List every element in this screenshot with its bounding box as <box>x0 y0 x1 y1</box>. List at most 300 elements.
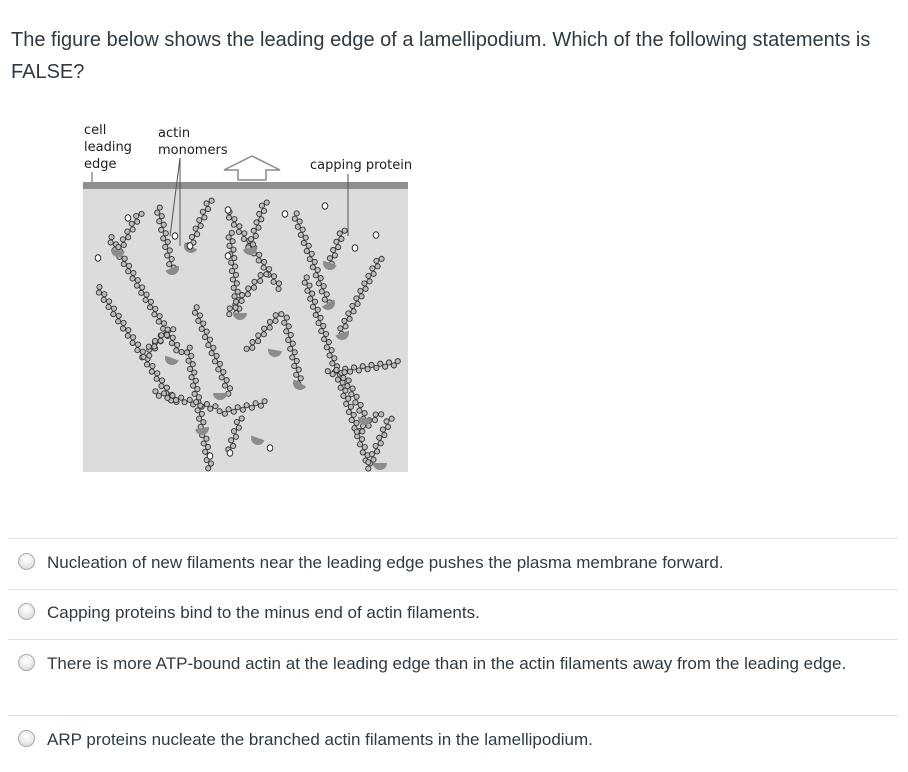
actin-subunit <box>121 242 126 247</box>
actin-subunit <box>290 341 295 346</box>
actin-subunit <box>147 353 152 358</box>
actin-subunit <box>330 361 335 366</box>
actin-subunit <box>194 305 199 310</box>
label-cell-leading-edge-line3: edge <box>84 157 117 172</box>
actin-subunit <box>140 349 145 354</box>
actin-subunit <box>144 362 149 367</box>
radio-button[interactable] <box>18 553 35 570</box>
actin-subunit <box>362 445 367 450</box>
actin-subunit <box>375 264 380 269</box>
answer-option[interactable] <box>8 715 898 771</box>
actin-subunit <box>153 389 158 394</box>
actin-subunit <box>246 286 251 291</box>
actin-subunit <box>338 385 343 390</box>
actin-subunit <box>170 393 175 398</box>
actin-subunit <box>288 332 293 337</box>
actin-subunit <box>192 310 197 315</box>
actin-subunit <box>357 408 362 413</box>
actin-subunit <box>366 460 371 465</box>
actin-subunit <box>313 312 318 317</box>
actin-subunit <box>306 243 311 248</box>
actin-subunit <box>156 393 161 398</box>
actin-subunit <box>346 311 351 316</box>
actin-subunit <box>261 326 266 331</box>
actin-subunit <box>318 276 323 281</box>
actin-subunit <box>258 278 263 283</box>
actin-subunit <box>147 305 152 310</box>
actin-subunit <box>229 438 234 443</box>
answer-option[interactable] <box>8 639 898 715</box>
actin-subunit <box>212 359 217 364</box>
actin-subunit <box>159 383 164 388</box>
actin-subunit <box>346 378 351 383</box>
actin-subunit <box>256 225 261 230</box>
actin-subunit <box>167 248 172 253</box>
actin-subunit <box>367 279 372 284</box>
actin-subunit <box>257 211 262 216</box>
actin-subunit <box>342 228 347 233</box>
actin-subunit <box>326 339 331 344</box>
actin-subunit <box>205 444 210 449</box>
actin-subunit <box>310 291 315 296</box>
actin-subunit <box>199 411 204 416</box>
actin-subunit <box>345 383 350 388</box>
actin-subunit <box>373 443 378 448</box>
actin-subunit <box>254 220 259 225</box>
actin-subunit <box>152 344 157 349</box>
label-cell-leading-edge-line2: leading <box>84 140 132 155</box>
actin-subunit <box>130 276 135 281</box>
actin-subunit <box>292 216 297 221</box>
actin-subunit <box>190 362 195 367</box>
actin-subunit <box>334 239 339 244</box>
radio-button[interactable] <box>18 654 35 671</box>
actin-subunit <box>159 214 164 219</box>
actin-subunit <box>130 340 135 345</box>
actin-subunit <box>135 347 140 352</box>
actin-subunit <box>259 203 264 208</box>
actin-subunit <box>303 235 308 240</box>
actin-subunit <box>156 319 161 324</box>
actin-subunit <box>233 272 238 277</box>
actin-subunit <box>116 319 121 324</box>
actin-subunit <box>250 345 255 350</box>
actin-subunit <box>163 244 168 249</box>
actin-subunit <box>298 232 303 237</box>
actin-subunit <box>307 283 312 288</box>
actin-subunit <box>159 378 164 383</box>
answer-option[interactable] <box>8 538 898 589</box>
actin-subunit <box>267 325 272 330</box>
actin-subunit <box>304 275 309 280</box>
actin-subunit <box>290 355 295 360</box>
actin-subunit <box>152 312 157 317</box>
actin-subunit <box>365 367 370 372</box>
actin-subunit <box>343 324 348 329</box>
actin-subunit <box>157 314 162 319</box>
actin-subunit <box>182 400 187 405</box>
actin-subunit <box>231 409 236 414</box>
actin-subunit <box>327 256 332 261</box>
actin-subunit <box>242 231 247 236</box>
actin-subunit <box>205 206 210 211</box>
actin-subunit <box>304 248 309 253</box>
actin-subunit <box>121 261 126 266</box>
actin-subunit <box>358 402 363 407</box>
actin-subunit <box>226 407 231 412</box>
actin-subunit <box>360 364 365 369</box>
actin-subunit <box>150 363 155 368</box>
actin-subunit <box>157 219 162 224</box>
actin-subunit <box>141 354 146 359</box>
actin-monomer <box>322 203 328 209</box>
actin-subunit <box>342 318 347 323</box>
actin-subunit <box>382 432 387 437</box>
actin-subunit <box>374 449 379 454</box>
actin-subunit <box>167 262 172 267</box>
actin-subunit <box>241 236 246 241</box>
actin-subunit <box>380 427 385 432</box>
actin-subunit <box>235 405 240 410</box>
actin-subunit <box>279 312 284 317</box>
actin-subunit <box>325 369 330 374</box>
actin-subunit <box>337 231 342 236</box>
actin-subunit <box>351 412 356 417</box>
actin-subunit <box>245 292 250 297</box>
actin-subunit <box>332 356 337 361</box>
actin-subunit <box>256 333 261 338</box>
actin-subunit <box>174 348 179 353</box>
actin-subunit <box>342 370 347 375</box>
radio-button[interactable] <box>18 730 35 747</box>
actin-subunit <box>321 284 326 289</box>
actin-subunit <box>106 304 111 309</box>
actin-subunit <box>111 306 116 311</box>
actin-subunit <box>312 299 317 304</box>
actin-subunit <box>348 404 353 409</box>
actin-subunit <box>395 359 400 364</box>
actin-subunit <box>371 457 376 462</box>
actin-subunit <box>329 348 334 353</box>
actin-subunit <box>109 234 114 239</box>
radio-button[interactable] <box>18 603 35 620</box>
actin-monomer <box>225 207 231 213</box>
actin-subunit <box>302 280 307 285</box>
actin-monomer <box>373 232 379 238</box>
actin-subunit <box>232 255 237 260</box>
actin-monomer <box>227 450 233 456</box>
actin-subunit <box>204 329 209 334</box>
actin-subunit <box>122 256 127 261</box>
actin-subunit <box>219 375 224 380</box>
actin-subunit <box>239 293 244 298</box>
actin-subunit <box>187 397 192 402</box>
actin-subunit <box>253 401 258 406</box>
actin-subunit <box>217 361 222 366</box>
actin-subunit <box>363 286 368 291</box>
actin-subunit <box>261 208 266 213</box>
actin-subunit <box>140 285 145 290</box>
actin-subunit <box>211 345 216 350</box>
actin-subunit <box>227 312 232 317</box>
actin-subunit <box>338 326 343 331</box>
label-actin-monomers-line1: actin <box>158 126 191 141</box>
actin-subunit <box>250 242 255 247</box>
lamellipodium-figure <box>80 118 430 474</box>
actin-subunit <box>315 307 320 312</box>
actin-subunit <box>236 229 241 234</box>
actin-subunit <box>126 269 131 274</box>
actin-subunit <box>135 278 140 283</box>
actin-subunit <box>316 320 321 325</box>
actin-subunit <box>354 420 359 425</box>
actin-subunit <box>384 419 389 424</box>
actin-subunit <box>321 337 326 342</box>
actin-subunit <box>370 266 375 271</box>
actin-subunit <box>347 316 352 321</box>
actin-subunit <box>148 299 153 304</box>
actin-subunit <box>259 217 264 222</box>
actin-subunit <box>276 286 281 291</box>
actin-subunit <box>264 272 269 277</box>
actin-subunit <box>239 298 244 303</box>
actin-subunit <box>179 349 184 354</box>
actin-subunit <box>323 331 328 336</box>
actin-subunit <box>324 292 329 297</box>
actin-subunit <box>189 353 194 358</box>
actin-subunit <box>315 267 320 272</box>
actin-subunit <box>319 329 324 334</box>
actin-subunit <box>126 235 131 240</box>
actin-subunit <box>322 297 327 302</box>
direction-arrow-icon <box>224 156 280 180</box>
actin-subunit <box>161 321 166 326</box>
actin-subunit <box>163 231 168 236</box>
actin-subunit <box>216 367 221 372</box>
actin-subunit <box>206 466 211 471</box>
actin-subunit <box>366 273 371 278</box>
actin-subunit <box>206 343 211 348</box>
actin-subunit <box>135 342 140 347</box>
actin-subunit <box>202 215 207 220</box>
actin-subunit <box>273 313 278 318</box>
actin-subunit <box>344 401 349 406</box>
actin-subunit <box>164 385 169 390</box>
actin-subunit <box>372 417 377 422</box>
actin-monomer <box>172 233 178 239</box>
actin-subunit <box>130 227 135 232</box>
lamellipodium-diagram <box>80 118 430 474</box>
actin-subunit <box>249 405 254 410</box>
actin-subunit <box>294 358 299 363</box>
actin-subunit <box>295 224 300 229</box>
actin-subunit <box>276 281 281 286</box>
actin-subunit <box>252 279 257 284</box>
actin-subunit <box>120 237 125 242</box>
actin-subunit <box>359 294 364 299</box>
actin-subunit <box>208 406 213 411</box>
actin-subunit <box>284 315 289 320</box>
actin-subunit <box>154 376 159 381</box>
actin-subunit <box>189 234 194 239</box>
actin-subunit <box>165 239 170 244</box>
actin-subunit <box>354 296 359 301</box>
actin-subunit <box>197 313 202 318</box>
actin-subunit <box>234 281 239 286</box>
actin-subunit <box>359 437 364 442</box>
actin-subunit <box>233 264 238 269</box>
actin-subunit <box>262 259 267 264</box>
actin-subunit <box>237 224 242 229</box>
actin-subunit <box>386 360 391 365</box>
actin-subunit <box>374 365 379 370</box>
actin-subunit <box>383 364 388 369</box>
actin-subunit <box>221 369 226 374</box>
actin-subunit <box>175 342 180 347</box>
actin-subunit <box>187 345 192 350</box>
actin-subunit <box>391 363 396 368</box>
actin-subunit <box>377 435 382 440</box>
actin-subunit <box>231 443 236 448</box>
actin-subunit <box>286 324 291 329</box>
actin-subunit <box>331 247 336 252</box>
actin-subunit <box>111 312 116 317</box>
actin-subunit <box>222 383 227 388</box>
actin-subunit <box>204 436 209 441</box>
actin-subunit <box>173 398 178 403</box>
actin-subunit <box>336 245 341 250</box>
actin-subunit <box>169 256 174 261</box>
actin-subunit <box>351 365 356 370</box>
actin-subunit <box>348 369 353 374</box>
actin-subunit <box>301 240 306 245</box>
actin-subunit <box>134 283 139 288</box>
actin-monomer <box>125 215 131 221</box>
actin-subunit <box>149 369 154 374</box>
actin-subunit <box>202 334 207 339</box>
actin-subunit <box>351 309 356 314</box>
actin-subunit <box>131 335 136 340</box>
actin-subunit <box>135 219 140 224</box>
actin-subunit <box>282 320 287 325</box>
actin-subunit <box>152 338 157 343</box>
actin-subunit <box>159 333 164 338</box>
actin-subunit <box>107 299 112 304</box>
label-capping-protein: capping protein <box>310 158 413 173</box>
actin-subunit <box>379 412 384 417</box>
actin-subunit <box>129 221 134 226</box>
actin-subunit <box>379 256 384 261</box>
actin-subunit <box>201 420 206 425</box>
label-cell-leading-edge-line1: cell <box>84 123 107 138</box>
actin-subunit <box>200 209 205 214</box>
actin-subunit <box>240 407 245 412</box>
actin-subunit <box>231 247 236 252</box>
actin-subunit <box>196 395 201 400</box>
actin-subunit <box>217 409 222 414</box>
actin-subunit <box>144 292 149 297</box>
actin-subunit <box>204 201 209 206</box>
actin-subunit <box>229 230 234 235</box>
actin-subunit <box>389 416 394 421</box>
actin-subunit <box>231 429 236 434</box>
actin-subunit <box>214 353 219 358</box>
actin-subunit <box>349 392 354 397</box>
actin-subunit <box>292 350 297 355</box>
actin-subunit <box>158 338 163 343</box>
label-actin-monomers-line2: monomers <box>158 143 228 158</box>
actin-subunit <box>354 394 359 399</box>
actin-subunit <box>258 403 263 408</box>
actin-subunit <box>236 425 241 430</box>
actin-subunit <box>374 258 379 263</box>
actin-subunit <box>102 292 107 297</box>
actin-subunit <box>165 395 170 400</box>
actin-subunit <box>288 346 293 351</box>
actin-subunit <box>318 315 323 320</box>
actin-subunit <box>153 306 158 311</box>
actin-subunit <box>165 327 170 332</box>
actin-subunit <box>121 320 126 325</box>
actin-subunit <box>261 332 266 337</box>
actin-subunit <box>307 257 312 262</box>
actin-subunit <box>244 403 249 408</box>
actin-subunit <box>362 281 367 286</box>
actin-subunit <box>232 217 237 222</box>
actin-subunit <box>161 236 166 241</box>
actin-subunit <box>193 226 198 231</box>
actin-subunit <box>385 424 390 429</box>
actin-subunit <box>116 245 121 250</box>
actin-monomer <box>95 255 101 261</box>
actin-subunit <box>313 273 318 278</box>
actin-subunit <box>161 222 166 227</box>
answer-text: Capping proteins bind to the minus end of actin filaments. <box>47 603 480 622</box>
actin-subunit <box>267 319 272 324</box>
actin-subunit <box>309 251 314 256</box>
plasma-membrane <box>83 182 408 189</box>
actin-subunit <box>251 285 256 290</box>
actin-subunit <box>131 270 136 275</box>
actin-subunit <box>253 233 258 238</box>
actin-subunit <box>273 318 278 323</box>
answer-text: There is more ATP-bound actin at the leading edge than in the actin filaments away from the leading edge. <box>47 654 847 673</box>
actin-subunit <box>125 333 130 338</box>
actin-subunit <box>209 198 214 203</box>
actin-subunit <box>261 265 266 270</box>
actin-subunit <box>286 337 291 342</box>
actin-subunit <box>356 368 361 373</box>
actin-monomer <box>187 243 193 249</box>
actin-subunit <box>179 395 184 400</box>
actin-subunit <box>195 232 200 237</box>
actin-subunit <box>161 391 166 396</box>
actin-subunit <box>256 258 261 263</box>
actin-subunit <box>143 297 148 302</box>
actin-subunit <box>310 304 315 309</box>
actin-subunit <box>155 210 160 215</box>
answer-option[interactable] <box>8 589 898 639</box>
actin-subunit <box>298 376 303 381</box>
actin-subunit <box>116 313 121 318</box>
actin-monomer <box>282 211 288 217</box>
actin-subunit <box>198 403 203 408</box>
actin-subunit <box>126 328 131 333</box>
actin-subunit <box>192 370 197 375</box>
actin-subunit <box>224 378 229 383</box>
actin-subunit <box>271 274 276 279</box>
answer-text: Nucleation of new filaments near the leading edge pushes the plasma membrane forward. <box>47 553 724 572</box>
